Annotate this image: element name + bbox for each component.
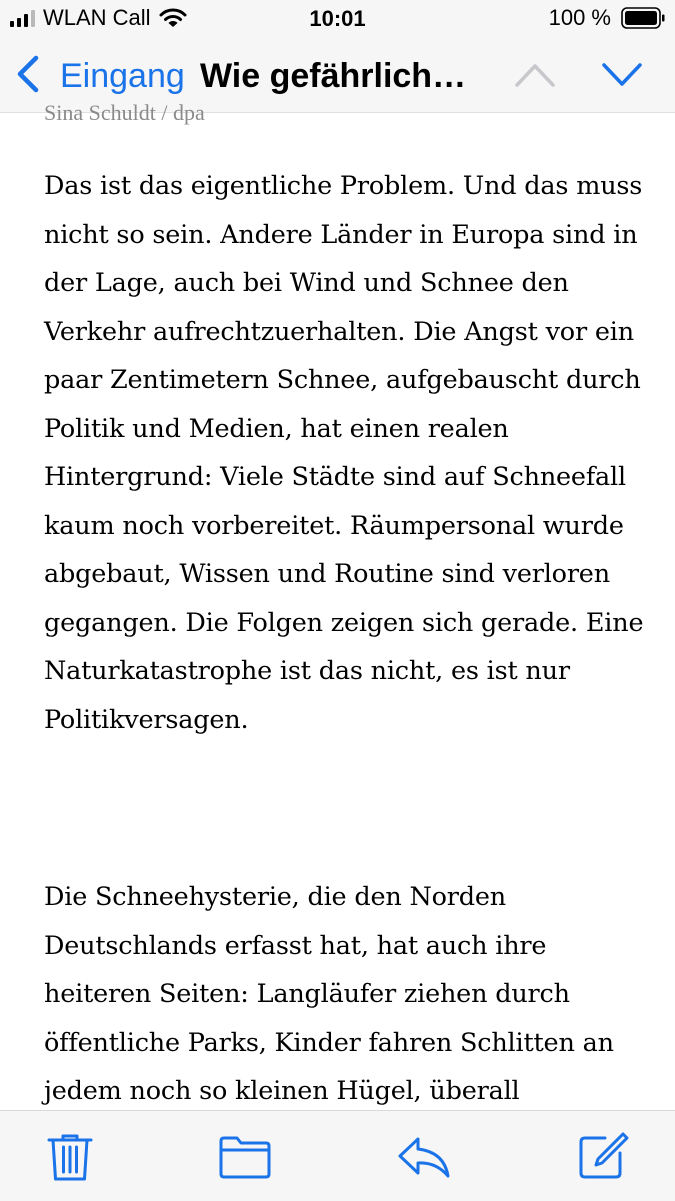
battery-icon (621, 7, 665, 29)
back-button[interactable]: Eingang (60, 57, 185, 95)
battery-percentage: 100 % (548, 5, 611, 30)
folder-icon[interactable] (217, 1131, 273, 1183)
bottom-toolbar (0, 1110, 675, 1201)
status-right (549, 6, 665, 30)
body-paragraph: Die Schneehysterie, die den Norden Deutschlands erfasst hat, hat auch ihre heiteren Seiten: Langläufer ziehen durch öffentliche Parks, Kinder fahren Schlitten an jedem noch so kleinen Hügel, überall (44, 882, 614, 1106)
chevron-up-icon[interactable] (514, 62, 556, 88)
chevron-down-icon[interactable] (601, 62, 643, 88)
status-time: 10:01 (309, 6, 366, 31)
mail-subject-title: Wie gefährlich… (200, 57, 467, 95)
status-bar (0, 0, 675, 38)
carrier-label: WLAN Call (43, 5, 151, 30)
body-paragraph: Das ist das eigentliche Problem. Und das muss nicht so sein. Andere Länder in Europa sind in der Lage, auch bei Wind und Schnee den Verkehr aufrechtzuerhalten. Die Angst vor ein paar Zentimetern Schnee, aufgebauscht durch Politik und Medien, hat einen realen Hintergrund: Viele Städte sind auf Schneefall kaum noch vorbereitet. Räumpersonal wurde abgebaut, Wissen und Routine sind verloren gegangen. Die Folgen zeigen sich gerade. Eine Naturkatastrophe ist das nicht, es ist nur Politikversagen. (44, 171, 644, 735)
reply-icon[interactable] (396, 1131, 452, 1183)
image-caption: Sina Schuldt / dpa (44, 100, 205, 125)
trash-icon[interactable] (42, 1131, 98, 1183)
compose-icon[interactable] (575, 1131, 631, 1183)
chevron-left-icon[interactable] (14, 54, 42, 94)
message-body[interactable] (0, 100, 675, 1110)
